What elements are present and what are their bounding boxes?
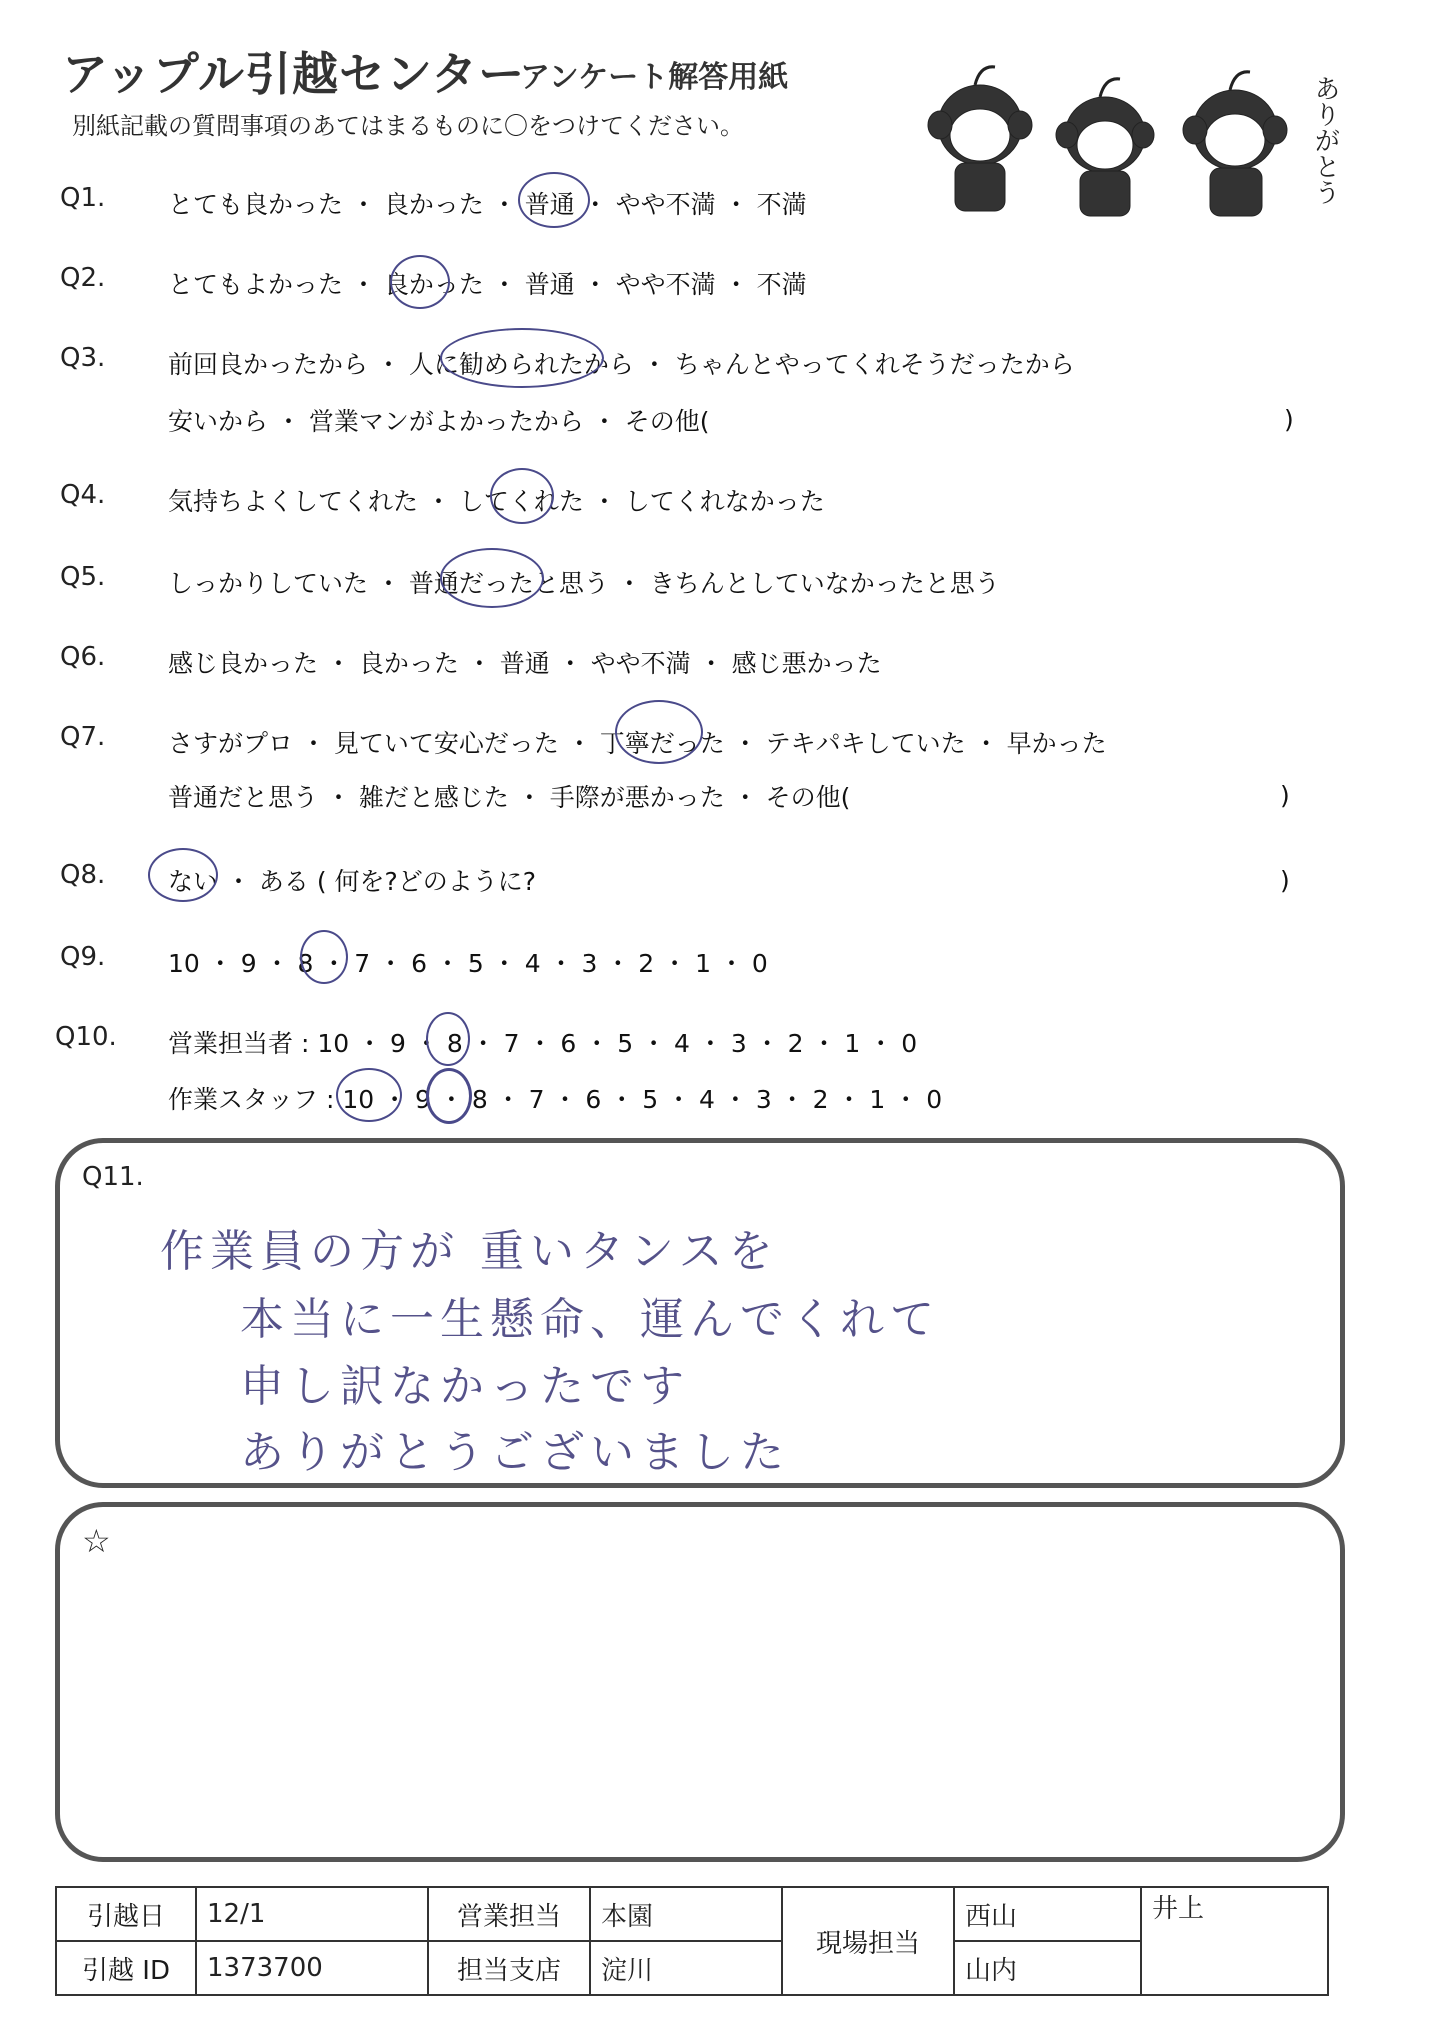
- q7-label: Q7.: [60, 722, 106, 752]
- site-staff-value-3: 井上: [1141, 1887, 1328, 1995]
- company-title: アップル引越センター: [62, 47, 526, 101]
- move-info-table: [55, 1886, 1329, 1996]
- sales-rep-value: 本園: [590, 1887, 782, 1941]
- answer-circle: [390, 255, 450, 309]
- q1-label: Q1.: [60, 183, 106, 213]
- site-staff-label: 現場担当: [782, 1887, 954, 1995]
- q10-sales-options: 営業担当者 : 10 ・ 9 ・ 8 ・ 7 ・ 6 ・ 5 ・ 4 ・ 3 ・ 2 ・ 1 ・ 0: [168, 1029, 918, 1058]
- q2-options: とてもよかった ・ 良かった ・ 普通 ・ やや不満 ・ 不満: [168, 270, 807, 299]
- form-subtitle: アンケート解答用紙: [520, 60, 789, 95]
- comment-line-2: 本当に一生懸命、運んでくれて: [240, 1294, 940, 1345]
- q3-options-line2: 安いから ・ 営業マンがよかったから ・ その他(: [168, 407, 710, 436]
- sales-rep-label: 営業担当: [428, 1887, 590, 1941]
- answer-circle: [440, 328, 604, 388]
- instruction-text: 別紙記載の質問事項のあてはまるものに〇をつけてください。: [72, 112, 744, 140]
- answer-circle: [440, 548, 544, 608]
- q9-label: Q9.: [60, 942, 106, 972]
- q6-options: 感じ良かった ・ 良かった ・ 普通 ・ やや不満 ・ 感じ悪かった: [168, 649, 882, 678]
- site-staff-value-2: 山内: [954, 1941, 1141, 1995]
- q4-label: Q4.: [60, 480, 106, 510]
- q4-options: 気持ちよくしてくれた ・ してくれた ・ してくれなかった: [168, 487, 825, 516]
- branch-label: 担当支店: [428, 1941, 590, 1995]
- move-date-value: 12/1: [196, 1887, 428, 1941]
- q7-options-line2: 普通だと思う ・ 雑だと感じた ・ 手際が悪かった ・ その他(: [168, 783, 851, 812]
- answer-circle: [148, 848, 218, 902]
- star-comment-box: [55, 1502, 1345, 1862]
- comment-line-4: ありがとうございました: [240, 1427, 790, 1478]
- answer-circle: [518, 172, 590, 228]
- site-staff-value-1: 西山: [954, 1887, 1141, 1941]
- q5-label: Q5.: [60, 562, 106, 592]
- branch-value: 淀川: [590, 1941, 782, 1995]
- q5-options: しっかりしていた ・ 普通だったと思う ・ きちんとしていなかったと思う: [168, 569, 1000, 598]
- q11-label: Q11.: [82, 1162, 144, 1192]
- q10-label: Q10.: [55, 1022, 117, 1052]
- q7-close-paren: ): [1280, 781, 1290, 810]
- answer-circle: [615, 700, 703, 764]
- answer-circle: [426, 1012, 470, 1066]
- mascot-illustration: [900, 55, 1360, 230]
- q7-options-line1: さすがプロ ・ 見ていて安心だった ・ 丁寧だった ・ テキパキしていた ・ 早かった: [168, 729, 1107, 758]
- comment-line-3: 申し訳なかったです: [240, 1361, 690, 1412]
- comment-line-1: 作業員の方が 重いタンスを: [160, 1226, 779, 1277]
- q8-close-paren: ): [1280, 866, 1290, 895]
- move-id-label: 引越 ID: [56, 1941, 196, 1995]
- q8-options: ない ・ ある ( 何を?どのように?: [168, 867, 537, 896]
- q3-options-line1: 前回良かったから ・ 人に勧められたから ・ ちゃんとやってくれそうだったから: [168, 350, 1075, 379]
- q6-label: Q6.: [60, 642, 106, 672]
- q3-label: Q3.: [60, 343, 106, 373]
- q3-close-paren: ): [1284, 405, 1294, 434]
- move-date-label: 引越日: [56, 1887, 196, 1941]
- q8-label: Q8.: [60, 860, 106, 890]
- q2-label: Q2.: [60, 263, 106, 293]
- q1-options: とても良かった ・ 良かった ・ 普通 ・ やや不満 ・ 不満: [168, 190, 807, 219]
- move-id-value: 1373700: [196, 1941, 428, 1995]
- star-icon: ☆: [82, 1522, 111, 1560]
- answer-circle: [300, 930, 348, 984]
- answer-circle: [426, 1068, 472, 1124]
- q10-staff-options: 作業スタッフ : 10 ・ 9 ・ 8 ・ 7 ・ 6 ・ 5 ・ 4 ・ 3 ・ 2 ・ 1 ・ 0: [168, 1085, 943, 1114]
- mascot-caption: ありがとう: [1310, 75, 1340, 205]
- answer-circle: [490, 468, 554, 524]
- answer-circle: [336, 1068, 402, 1122]
- q9-options: 10 ・ 9 ・ 8 ・ 7 ・ 6 ・ 5 ・ 4 ・ 3 ・ 2 ・ 1 ・ 0: [168, 949, 768, 978]
